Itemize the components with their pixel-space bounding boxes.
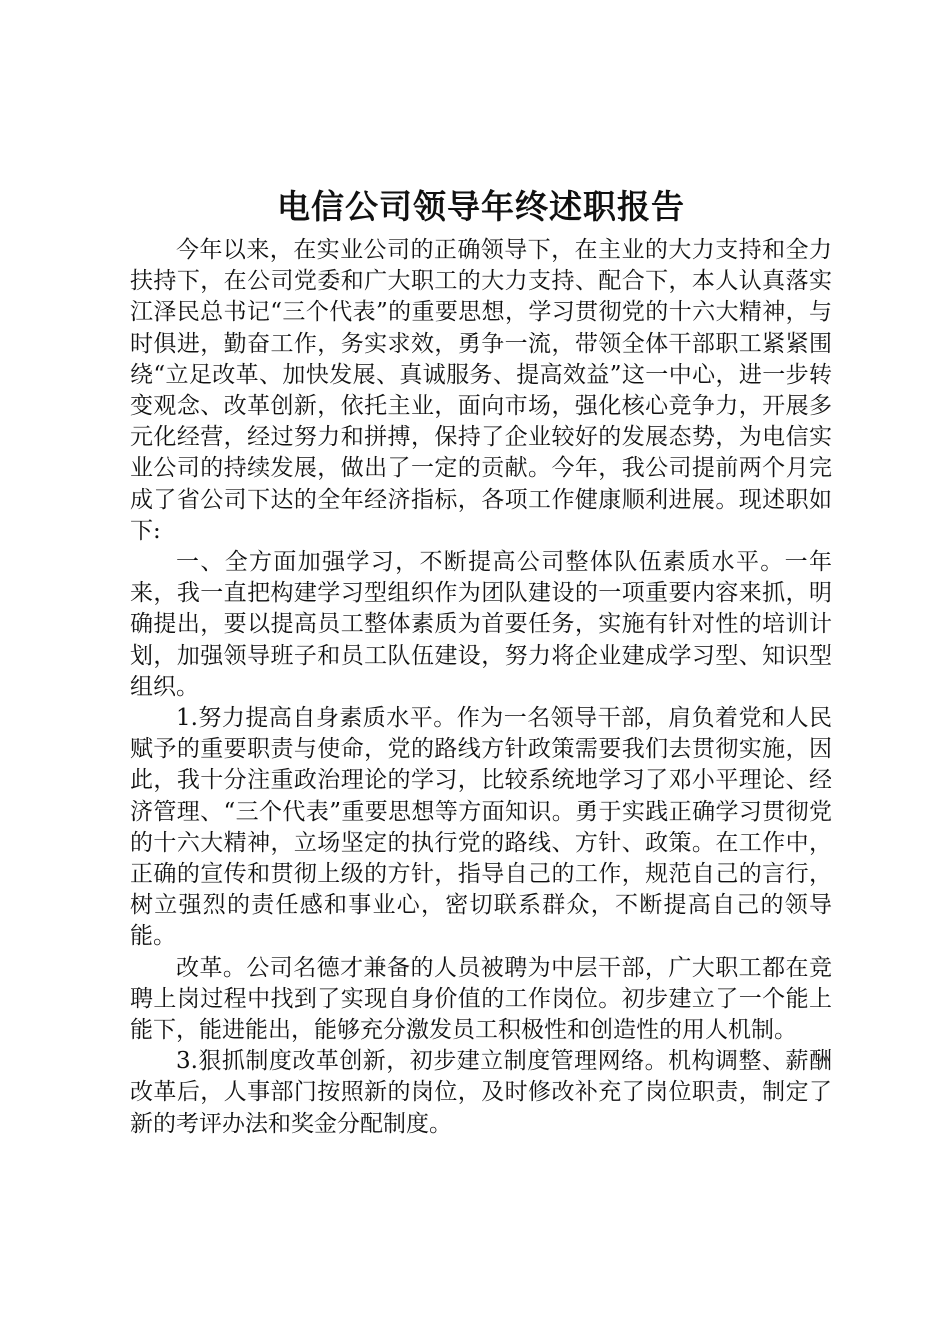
- paragraph-intro: 今年以来，在实业公司的正确领导下，在主业的大力支持和全力扶持下，在公司党委和广大职工的大力支持、配合下，本人认真落实江泽民总书记“三个代表”的重要思想，学习贯彻党的十六大精神，与时俱进，勤奋工作，务实求效，勇争一流，带领全体干部职工紧紧围绕“立足改革、加快发展、真诚服务、提高效益”这一中心，进一步转变观念、改革创新，依托主业，面向市场，强化核心竞争力，开展多元化经营，经过努力和拼搏，保持了企业较好的发展态势，为电信实业公司的持续发展，做出了一定的贡献。今年，我公司提前两个月完成了省公司下达的全年经济指标，各项工作健康顺利进展。现述职如下:: [130, 237, 832, 544]
- page-title: 电信公司领导年终述职报告: [277, 187, 685, 226]
- paragraph-section-1: 一、全方面加强学习，不断提高公司整体队伍素质水平。一年来，我一直把构建学习型组织作为团队建设的一项重要内容来抓，明确提出，要以提高员工整体素质为首要任务，实施有针对性的培训计划，加强领导班子和员工队伍建设，努力将企业建成学习型、知识型组织。: [130, 549, 832, 700]
- paragraph-item-1: 1.努力提高自身素质水平。作为一名领导干部，肩负着党和人民赋予的重要职责与使命，党的路线方针政策需要我们去贯彻实施，因此，我十分注重政治理论的学习，比较系统地学习了邓小平理论、经济管理、“三个代表”重要思想等方面知识。勇于实践正确学习贯彻党的十六大精神，立场坚定的执行党的路线、方针、政策。在工作中，正确的宣传和贯彻上级的方针，指导自己的工作，规范自己的言行，树立强烈的责任感和事业心，密切联系群众，不断提高自己的领导能。: [130, 705, 832, 950]
- document-body: [130, 185, 832, 1140]
- paragraph-item-3: 3.狠抓制度改革创新，初步建立制度管理网络。机构调整、薪酬改革后，人事部门按照新的岗位，及时修改补充了岗位职责，制定了新的考评办法和奖金分配制度。: [130, 1048, 832, 1137]
- paragraph-reform: 改革。公司名德才兼备的人员被聘为中层干部，广大职工都在竞聘上岗过程中找到了实现自身价值的工作岗位。初步建立了一个能上能下，能进能出，能够充分激发员工积极性和创造性的用人机制。: [130, 954, 832, 1044]
